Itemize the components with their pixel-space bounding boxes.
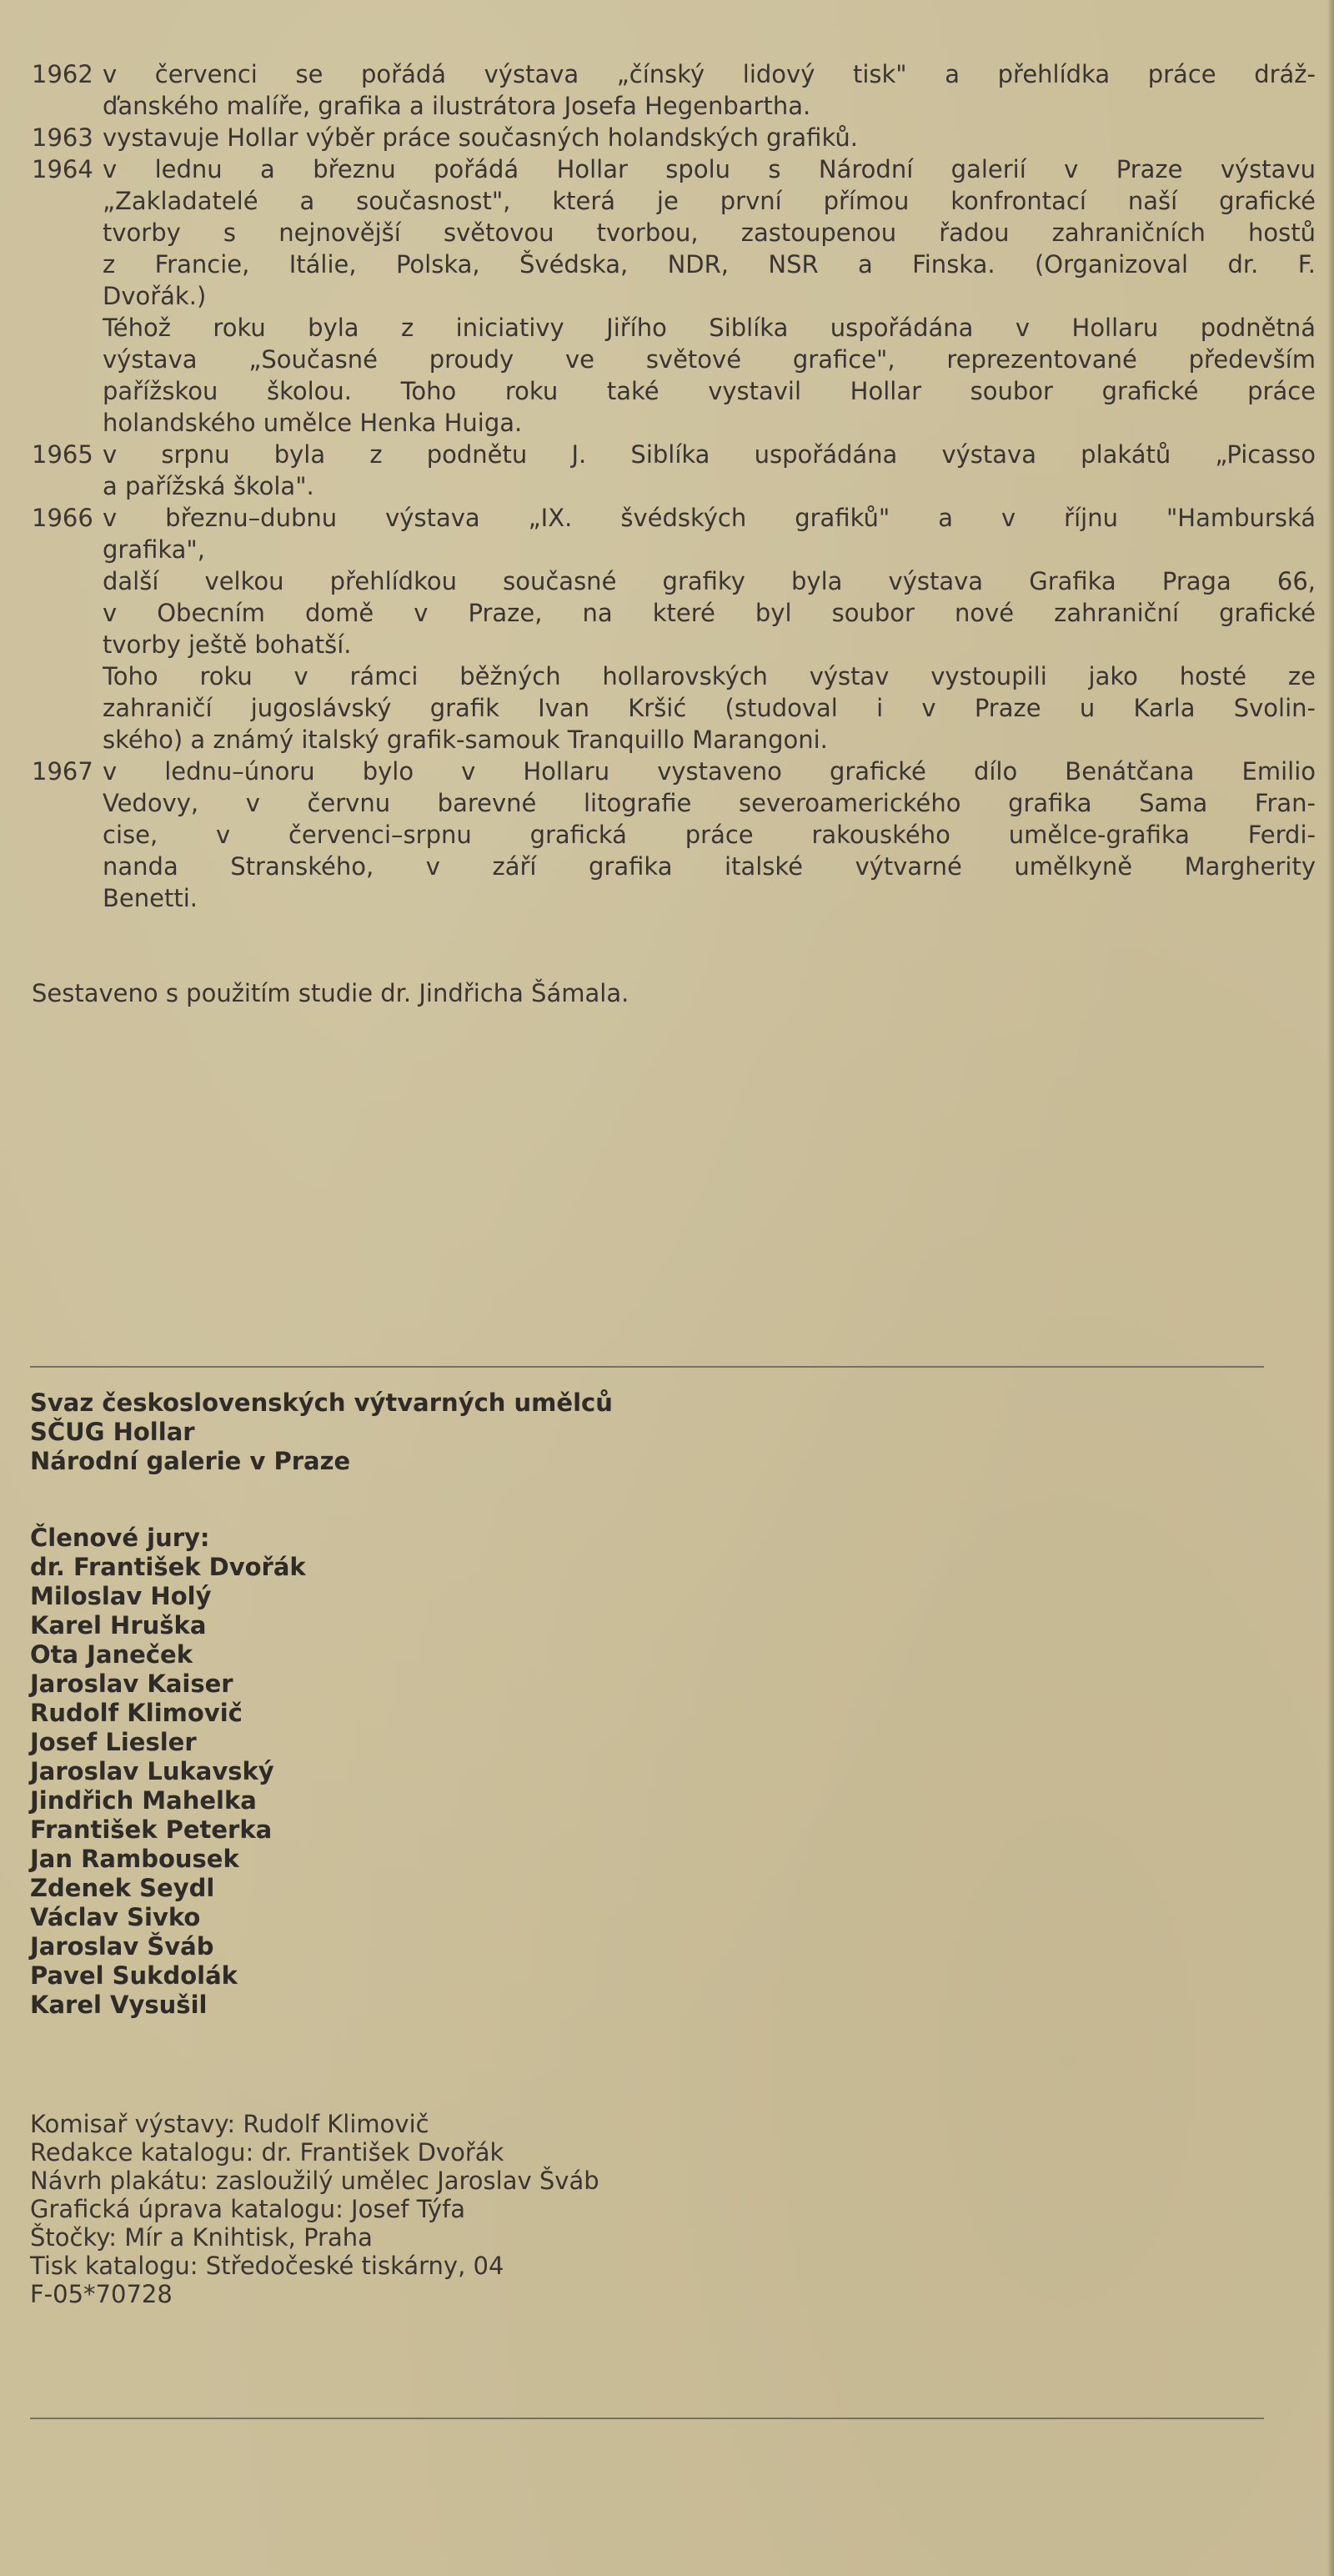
exhibition-chronology: [32, 58, 1316, 914]
text-line: grafika",: [103, 535, 205, 564]
jury-member: Jindřich Mahelka: [30, 1786, 257, 1815]
jury-member: Josef Liesler: [30, 1728, 197, 1756]
organizer-name: SČUG Hollar: [30, 1418, 195, 1446]
jury-member: Jaroslav Kaiser: [30, 1670, 233, 1698]
text-line: Téhož roku byla z iniciativy Jiřího Siblíka uspořádána v Hollaru podnětná: [103, 314, 1316, 342]
chronology-year: 1965: [32, 440, 93, 469]
organizer-name: Svaz československých výtvarných umělců: [30, 1388, 613, 1417]
credit-line: Tisk katalogu: Středočeské tiskárny, 04: [30, 2252, 504, 2280]
text-line: výstava „Současné proudy ve světové grafice", reprezentované především: [103, 345, 1316, 374]
page-edge-shadow: [1327, 0, 1334, 2576]
jury-member: Pavel Sukdolák: [30, 1961, 238, 1990]
chronology-text: [103, 502, 1316, 756]
text-line: holandského umělce Henka Huiga.: [103, 409, 523, 437]
jury-member: Ota Janeček: [30, 1640, 193, 1669]
text-line: Benetti.: [103, 884, 198, 912]
chronology-entry-1963: [32, 122, 1316, 153]
credit-line: Návrh plakátu: zasloužilý umělec Jaroslav Šváb: [30, 2167, 599, 2195]
jury-member: Miloslav Holý: [30, 1582, 212, 1610]
credit-line: Komisař výstavy: Rudolf Klimovič: [30, 2110, 429, 2138]
text-line: ského) a známý italský grafik-samouk Tranquillo Marangoni.: [103, 726, 828, 754]
jury-member: Václav Sivko: [30, 1903, 201, 1931]
jury-member: dr. František Dvořák: [30, 1553, 306, 1581]
chronology-year: 1967: [32, 757, 93, 786]
jury-member: Karel Hruška: [30, 1611, 207, 1640]
divider-rule: [30, 2418, 1264, 2419]
chronology-year: 1964: [32, 155, 93, 183]
jury-block: [30, 1524, 306, 2020]
text-line: Toho roku v rámci běžných hollarovských výstav vystoupili jako hosté ze: [103, 662, 1316, 690]
chronology-entry-1964: [32, 153, 1316, 439]
text-line: v srpnu byla z podnětu J. Siblíka uspořádána výstava plakátů „Picasso: [103, 440, 1316, 469]
credit-line: Štočky: Mír a Knihtisk, Praha: [30, 2223, 373, 2252]
chronology-entry-1966: [32, 502, 1316, 756]
text-line: z Francie, Itálie, Polska, Švédska, NDR, NSR a Finska. (Organizoval dr. F.: [103, 250, 1316, 279]
jury-member: Rudolf Klimovič: [30, 1699, 243, 1727]
text-line: vystavuje Hollar výběr práce současných holandských grafiků.: [103, 123, 858, 152]
text-line: Vedovy, v červnu barevné litografie severoamerického grafika Sama Fran-: [103, 789, 1316, 817]
organizer-name: Národní galerie v Praze: [30, 1447, 351, 1475]
chronology-year: 1962: [32, 60, 93, 88]
chronology-text: [103, 756, 1316, 914]
jury-member: Jan Rambousek: [30, 1845, 239, 1873]
text-line: pařížskou školou. Toho roku také vystavil Hollar soubor grafické práce: [103, 377, 1316, 405]
chronology-year: 1963: [32, 123, 93, 152]
chronology-text: [103, 153, 1316, 439]
jury-member: Jaroslav Lukavský: [30, 1757, 274, 1785]
divider-rule: [30, 1366, 1264, 1368]
catalog-number: F-05*70728: [30, 2280, 173, 2308]
text-line: a pařížská škola".: [103, 472, 314, 500]
chronology-text: [103, 439, 1316, 502]
chronology-entry-1967: [32, 756, 1316, 914]
catalog-credits: [30, 2110, 599, 2308]
chronology-year: 1966: [32, 504, 93, 532]
text-line: v červenci se pořádá výstava „čínský lidový tisk" a přehlídka práce dráž-: [103, 60, 1316, 88]
text-line: v Obecním domě v Praze, na které byl soubor nové zahraniční grafické: [103, 599, 1316, 627]
text-line: Dvořák.): [103, 282, 207, 310]
jury-heading: Členové jury:: [30, 1524, 210, 1552]
text-line: v lednu–únoru bylo v Hollaru vystaveno grafické dílo Benátčana Emilio: [103, 757, 1316, 786]
jury-member: Karel Vysušil: [30, 1991, 208, 2019]
text-line: „Zakladatelé a současnost", která je první přímou konfrontací naší grafické: [103, 187, 1316, 215]
credit-line: Redakce katalogu: dr. František Dvořák: [30, 2138, 504, 2167]
text-line: v březnu–dubnu výstava „IX. švédských grafiků" a v říjnu "Hamburská: [103, 504, 1316, 532]
text-line: tvorby ještě bohatší.: [103, 630, 352, 659]
chronology-text: [103, 58, 1316, 122]
chronology-text: [103, 122, 1316, 153]
jury-member: Jaroslav Šváb: [30, 1932, 214, 1961]
chronology-entry-1965: [32, 439, 1316, 502]
text-line: nanda Stranského, v září grafika italské výtvarné umělkyně Margherity: [103, 852, 1316, 881]
jury-member: Zdenek Seydl: [30, 1874, 215, 1902]
text-line: tvorby s nejnovější světovou tvorbou, zastoupenou řadou zahraničních hostů: [103, 218, 1316, 247]
text-line: v lednu a březnu pořádá Hollar spolu s Národní galerií v Praze výstavu: [103, 155, 1316, 183]
source-note: Sestaveno s použitím studie dr. Jindřicha Šámala.: [32, 979, 629, 1007]
text-line: cise, v červenci–srpnu grafická práce rakouského umělce-grafika Ferdi-: [103, 821, 1316, 849]
credit-line: Grafická úprava katalogu: Josef Týfa: [30, 2195, 466, 2223]
chronology-entry-1962: [32, 58, 1316, 122]
organizers-block: [30, 1388, 613, 1476]
text-line: další velkou přehlídkou současné grafiky byla výstava Grafika Praga 66,: [103, 567, 1316, 595]
text-line: ďanského malíře, grafika a ilustrátora Josefa Hegenbartha.: [103, 92, 811, 120]
jury-member: František Peterka: [30, 1815, 273, 1844]
text-line: zahraničí jugoslávský grafik Ivan Kršić (studoval i v Praze u Karla Svolin-: [103, 694, 1316, 722]
